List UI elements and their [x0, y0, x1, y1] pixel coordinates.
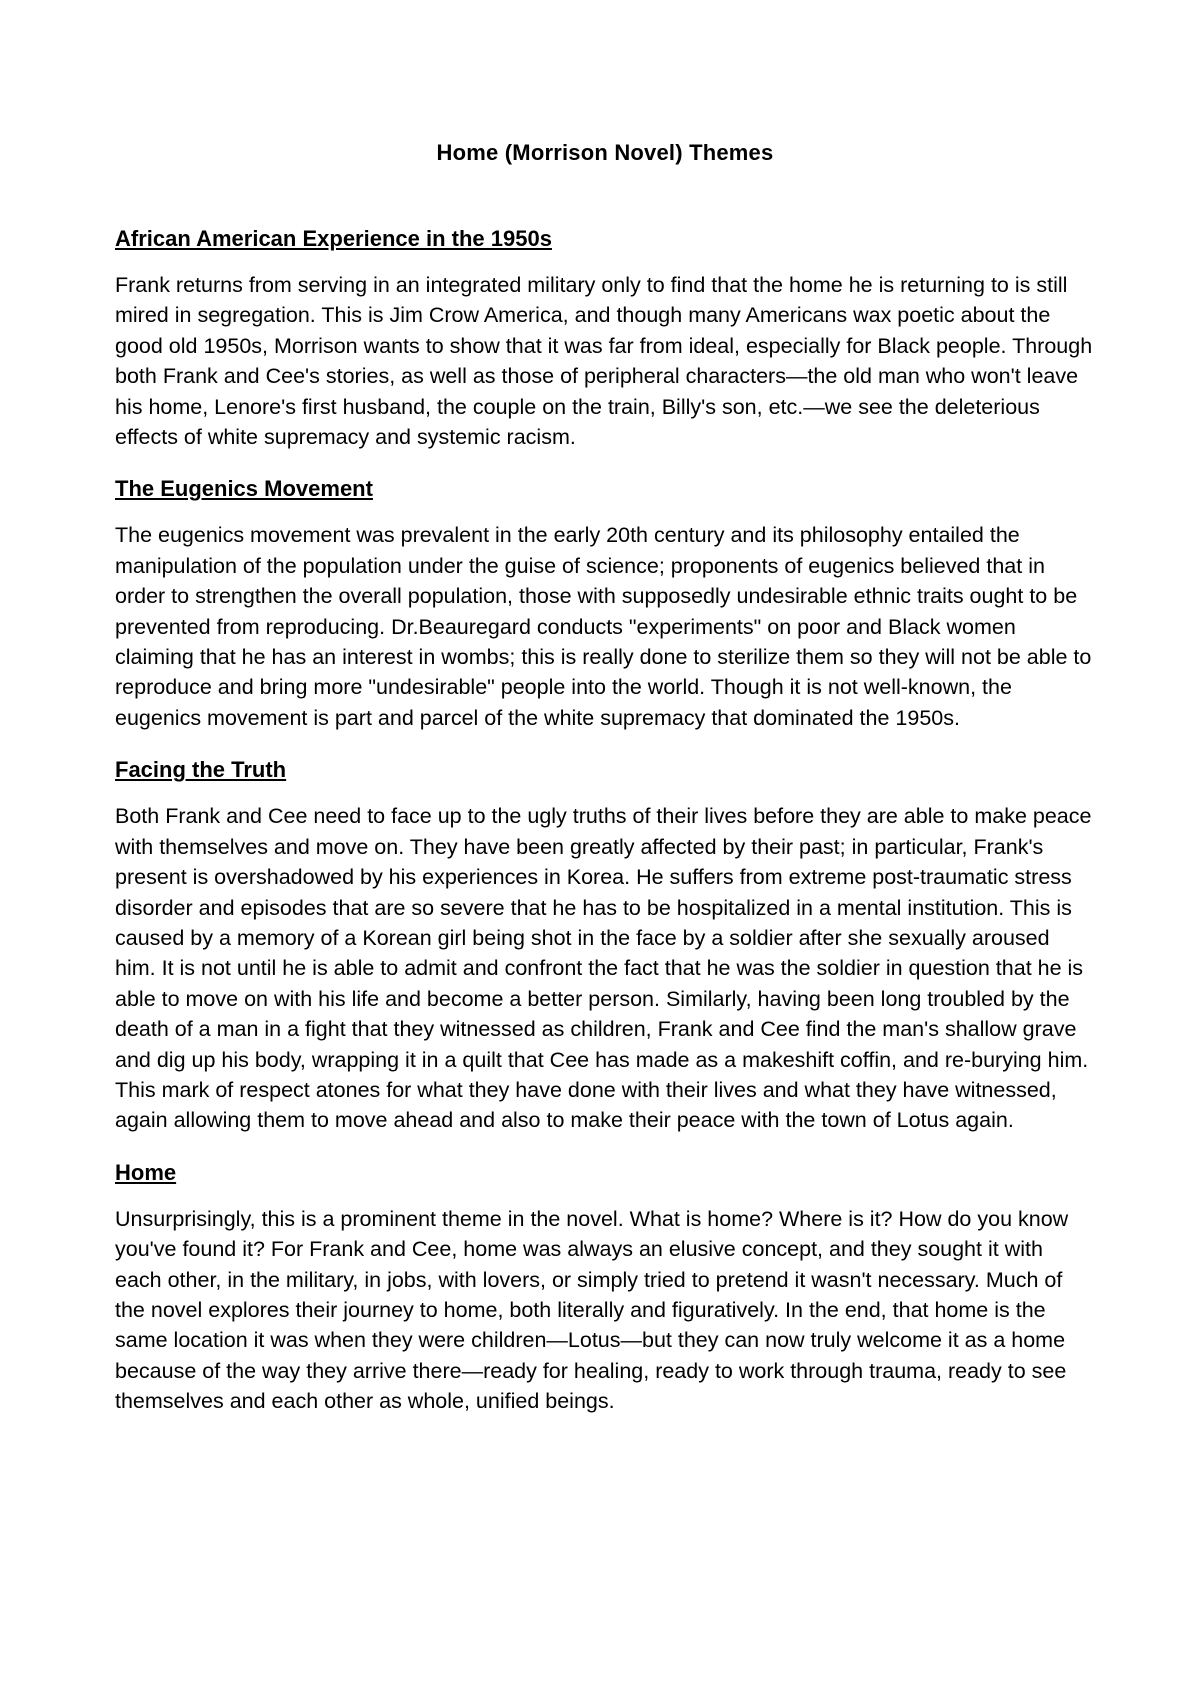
section-heading: The Eugenics Movement: [115, 476, 373, 502]
section-body: The eugenics movement was prevalent in the early 20th century and its philosophy entailed the manipulation of the population under the guise of science; proponents of eugenics believed that in order to strengthen the overall population, those with supposedly undesirable ethnic traits ought to be prevented from reproducing. Dr.Beauregard conducts "experiments" on poor and Black women claiming that he has an interest in wombs; this is really done to sterilize them so they will not be able to reproduce and bring more "undesirable" people into the world. Though it is not well-known, the eugenics movement is part and parcel of the white supremacy that dominated the 1950s.: [115, 523, 1092, 730]
section-african-american-experience: [115, 224, 1095, 452]
document-title: Home (Morrison Novel) Themes: [436, 140, 774, 165]
section-facing-the-truth: [115, 755, 1095, 1135]
section-body: Both Frank and Cee need to face up to the ugly truths of their lives before they are able to make peace with themselves and move on. They have been greatly affected by their past; in particular, Frank's present is overshadowed by his experiences in Korea. He suffers from extreme post-traumatic stress disorder and episodes that are so severe that he has to be hospitalized in a mental institution. This is caused by a memory of a Korean girl being shot in the face by a soldier after she sexually aroused him. It is not until he is able to admit and confront the fact that he was the soldier in question that he is able to move on with his life and become a better person. Similarly, having been long troubled by the death of a man in a fight that they witnessed as children, Frank and Cee find the man's shallow grave and dig up his body, wrapping it in a quilt that Cee has made as a makeshift coffin, and re-burying him. This mark of respect atones for what they have done with their lives and what they have witnessed, again allowing them to move ahead and also to make their peace with the town of Lotus again.: [115, 804, 1092, 1133]
section-home: [115, 1158, 1095, 1417]
section-heading: Home: [115, 1159, 177, 1185]
section-body: Unsurprisingly, this is a prominent theme in the novel. What is home? Where is it? How do you know you've found it? For Frank and Cee, home was always an elusive concept, and they sought it with each other, in the military, in jobs, with lovers, or simply tried to pretend it wasn't necessary. Much of the novel explores their journey to home, both literally and figuratively. In the end, that home is the same location it was when they were children—Lotus—but they can now truly welcome it as a home because of the way they arrive there—ready for healing, ready to work through trauma, ready to see themselves and each other as whole, unified beings.: [115, 1206, 1069, 1414]
section-eugenics-movement: [115, 474, 1095, 733]
section-heading: Facing the Truth: [115, 757, 287, 783]
section-body: Frank returns from serving in an integrated military only to find that the home he is returning to is still mired in segregation. This is Jim Crow America, and though many Americans wax poetic about the good old 1950s, Morrison wants to show that it was far from ideal, especially for Black people. Through both Frank and Cee's stories, as well as those of peripheral characters—the old man who won't leave his home, Lenore's first husband, the couple on the train, Billy's son, etc.—we see the deleterious effects of white supremacy and systemic racism.: [115, 273, 1093, 450]
section-heading: African American Experience in the 1950s: [115, 226, 552, 251]
document-page: [115, 140, 1095, 1439]
